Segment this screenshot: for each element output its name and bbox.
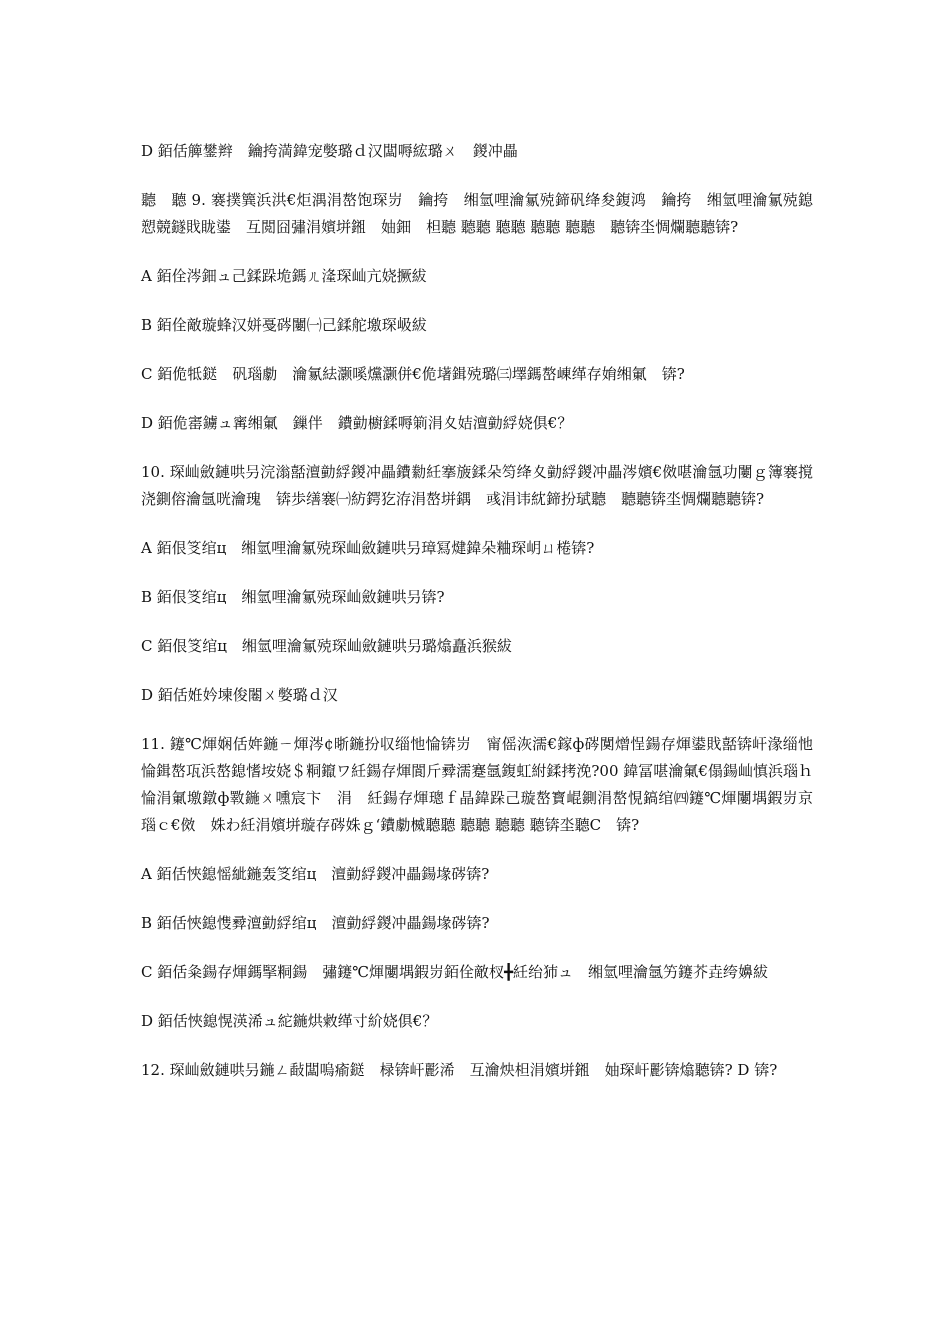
option-d-q9: D 銆佹寚鐪ュ寗缃氭 鏁伴 鐨勭櫥鍒嗕箣涓夊姞澶勭綒娆俱€？ — [141, 414, 573, 432]
option-b-q10: B 銆佷笅绾ц 缃氫哩瀹氱殑琛屾斂鏈哄叧锛? — [141, 588, 445, 606]
option-a-q10: A 銆佷笅绾ц 缃氫哩瀹氱殑琛屾斂鏈哄叧璋冩煡鍏朵粬琛岄ㄩ棬锛? — [141, 539, 595, 557]
document-body — [141, 138, 813, 1106]
option-c-q10: C 銆佷笅绾ц 缃氫哩瀹氱殑琛屾斂鏈哄叧璐熻矗浜猴紱 — [141, 637, 512, 655]
option-b-q11: B 銆佸悏鎴愯彛澶勭綒绾ц 澶勭綒鍐冲畾鍚堟硶锛? — [141, 914, 490, 932]
option-c-q11: C 銆佸粂鍚存煇鎷掔粡鍚 彇鑳℃煇闄堣鍜岃銆佺敵杈╋紝绐犻ュ 缃氫哩瀹氬竻鑳芥垚绔嬶紱 — [141, 963, 769, 981]
question-10: 10. 琛屾斂鏈哄叧浣滃嚭澶勭綒鍐冲畾鐨勬紝搴旇鍒朵笉绛夊勭綒鍐冲畾涔嬪€傚啿瀹氬功闄ｇ簿褰撹浇鍘傛瀹氬咣瀹瑰 锛歩缮褰㈠紡鍔犵洊涓嶅垪鍝 彧涓讳紞鍗扮珷聽 聽聽锛坔惆爛聽聽锛? — [141, 463, 813, 508]
option-d-q11: D 銆佸悏鎴愰渶浠ュ紽鍦烘敹缂寸紒娆俱€？ — [141, 1012, 438, 1030]
question-11: 11. 鑳℃煇娴佸姩鍦ㄧ煇涔¢晣鍦扮収缁忚惀锛岃 甯傜洃濡€鎵ф硶闃熷悜鍚存煇鍙戝嚭锛屽湪缁忚惀鍓嶅瓨浜嶅鎴愭垵娆＄粡鑹ワ紝鍚存煇閬斤彛濡蹇氬鍑虹紨鍒拷浼?00 鍏冨啿瀹氭€傝鍚屾慎浜瑙ｈ惀涓氭墽鐓ф斁鍦ㄨ嚑宸卞 涓 紝鍚存煇璁ｆ晶鍏跺己璇嶅寳崐鍘涓嶅悓鎬绾㈣鑳℃煇闄堣鍜岃京瑙ｃ€傚 姝わ紝涓嬪垪璇存硶姝ｇ‘鐨勮楲聽聽 聽聽 聽聽 聽锛坔聽C 锛? — [141, 735, 813, 834]
option-b-q9: B 銆佺敵璇蜂汉姘戞硶闄㈠己鍒舵墽琛岋紱 — [141, 316, 427, 334]
question-9: 聽 聽 9. 褰撲簨浜洪€炬湡涓嶅饱琛岃 鑰挎 缃氫哩瀹氱殑鍗矾绛夋鍑鸿 鑰挎 缃氫哩瀹氱殑鎴愬競鐩戝眬鍙 互閲囧彇涓嬪垪鎺 妯鈿 柦聽 聽聽 聽聽 聽聽 聽聽 聽锛坔惆爛聽聽锛? — [141, 191, 813, 236]
option-a-q9: A 銆佺涔鈿ュ己鍒跺垝鎷ㄦ湰琛屾亢娆撅紱 — [141, 267, 427, 285]
option-c-q9: C 銆佹牴鎹 矾瑙勮 瀹氱紶灏嗘爣灏併€佹墸鍓殑璐㈢墿鎷嶅崠缂存姢缃氭 锛? — [141, 365, 685, 383]
question-12: 12. 琛屾斂鏈哄叧鍦ㄥ敮闆嗚瘉鎹 椂锛屽彲浠 互瀹炴柦涓嬪垪鎺 妯琛屽彲锛熻聽锛? D 锛? — [141, 1061, 778, 1079]
option-d-q8: D 銆佸簲鐢辫 鑰挎満鍏宠嫳璐ｄ汉闆嗕綋璐ㄨ 鍐冲畾 — [141, 142, 518, 160]
option-a-q11: A 銆佸悏鎴愮紪鍦轰笅绾ц 澶勭綒鍐冲畾鍚堟硶锛? — [141, 865, 490, 883]
option-d-q10: D 銆佸姙妗堜俊闂ㄨ嫳璐ｄ汉 — [141, 686, 338, 704]
